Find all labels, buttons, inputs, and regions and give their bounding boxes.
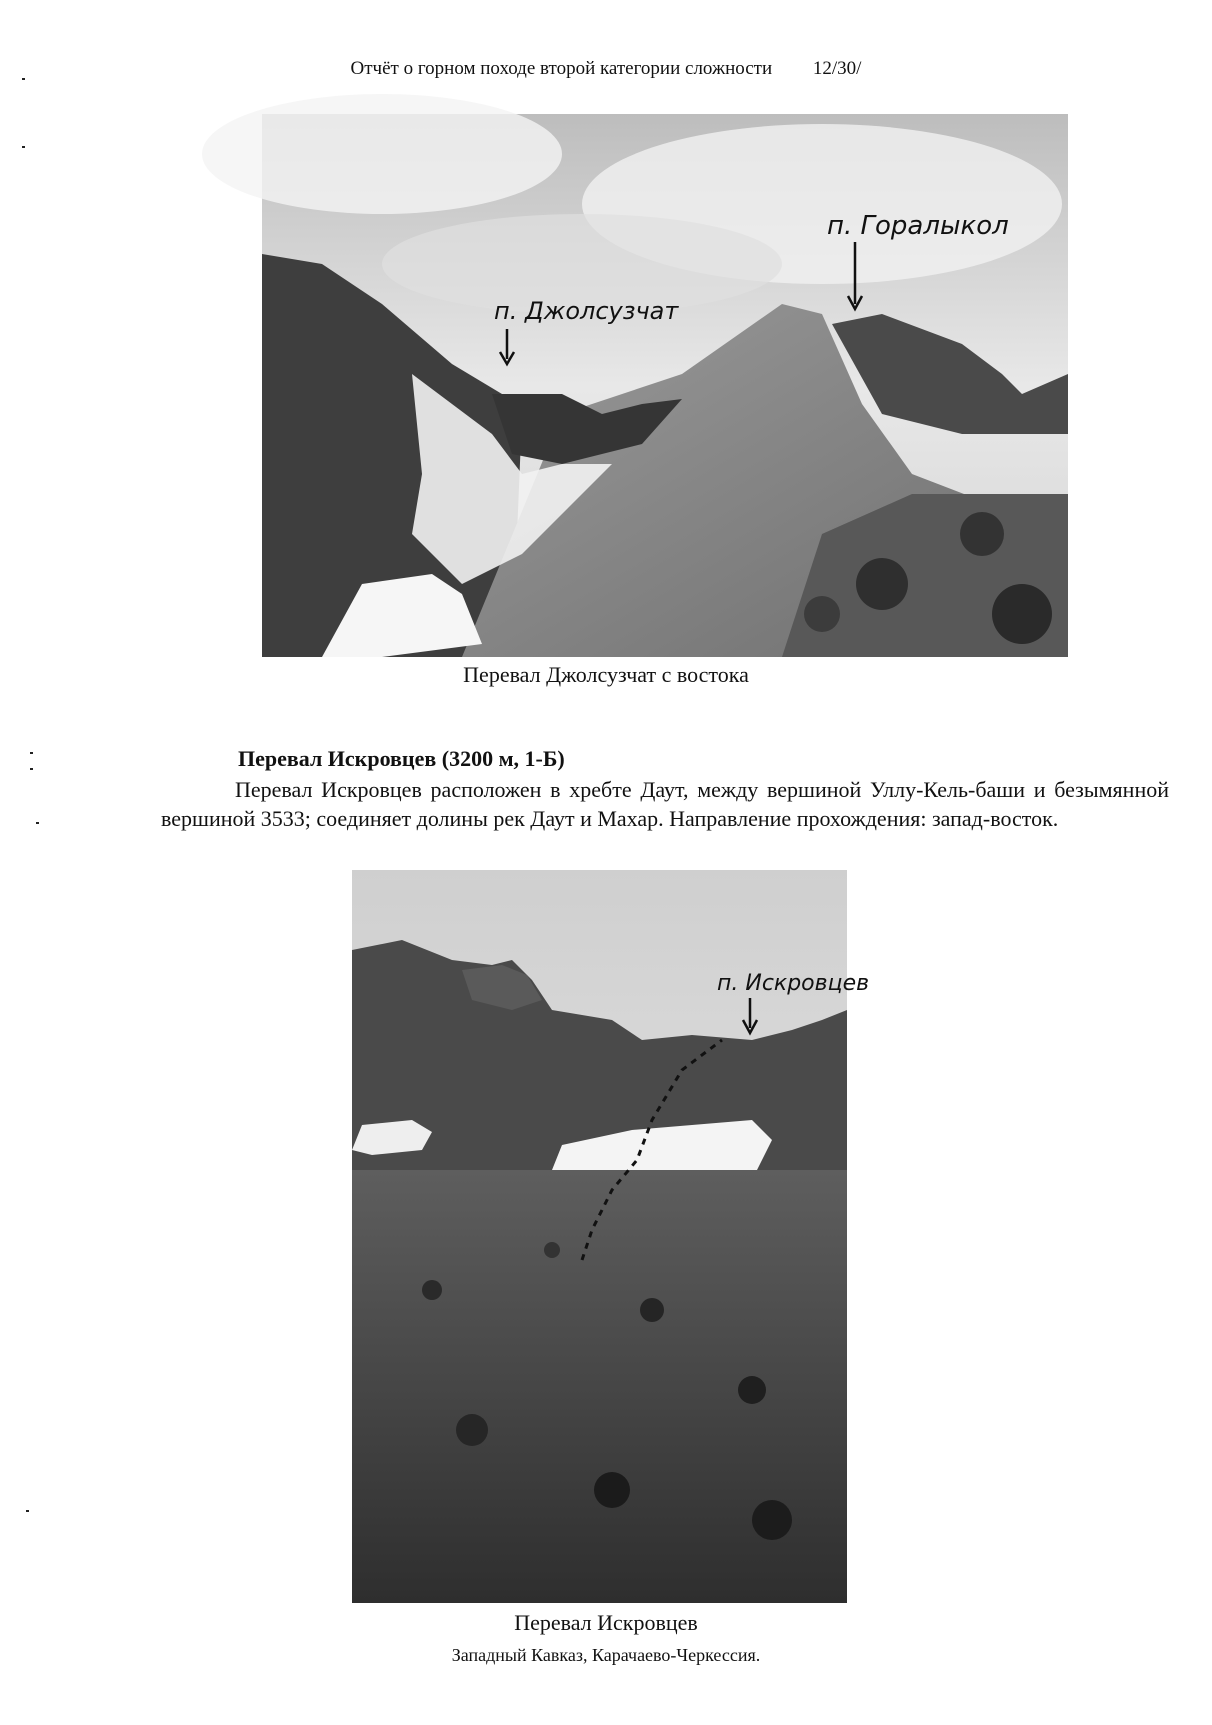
scan-speck: [30, 752, 33, 754]
page-header: [0, 58, 1212, 80]
photo2-caption: Перевал Искровцев: [514, 1610, 698, 1635]
scan-speck: [22, 78, 25, 80]
section-paragraph: Перевал Искровцев расположен в хребте Даут, между вершиной Уллу-Кель-баши и безымянной вершиной 3533; соединяет долины рек Даут и Махар. Направление прохождения: запад-восток.: [161, 777, 1169, 831]
label-peak-goralykol: п. Горалыкол: [827, 211, 1009, 241]
scan-speck: [26, 1510, 29, 1512]
photo-dzholsuzchat-pass: [262, 114, 1068, 657]
scan-speck: [36, 822, 39, 824]
photo1-caption: Перевал Джолсузчат с востока: [463, 662, 749, 687]
region-caption: Западный Кавказ, Карачаево-Черкессия.: [451, 1645, 761, 1665]
page-number: 12/30/: [812, 58, 862, 79]
label-peak-dzholsuzchat: п. Джолсузчат: [494, 297, 679, 325]
scan-speck: [30, 768, 33, 770]
photo-iskrovtsev-pass: [352, 870, 870, 1603]
section-title: Перевал Искровцев (3200 м, 1-Б): [238, 746, 565, 771]
label-pass-iskrovtsev: п. Искровцев: [717, 971, 870, 996]
mountain-photo-2: [352, 870, 870, 1603]
mountain-photo-1: [262, 114, 1068, 657]
report-title: Отчёт о горном походе второй категории сложности: [350, 58, 773, 79]
scan-speck: [22, 146, 25, 148]
